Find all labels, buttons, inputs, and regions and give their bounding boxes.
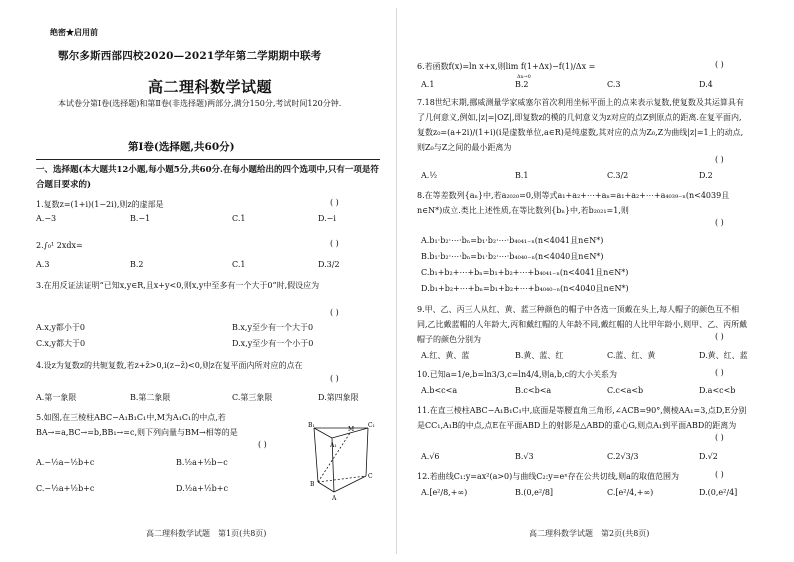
q3-option-b: B.x,y至少有一个大于0 [232, 323, 314, 332]
q12-option-b: B.(0,e²/8] [515, 488, 554, 497]
q5-option-d: D.½a+½b+c [176, 484, 228, 493]
question-2-answer-blank: ( ) [330, 239, 339, 248]
question-10-stem: 10.已知a=1/e,b=ln3/3,c=ln4/4,则a,b,c的大小关系为 [417, 370, 617, 379]
q9-option-c: C.蓝、红、黄 [607, 351, 656, 360]
q7-option-b: B.1 [515, 171, 529, 180]
figure-label-b1: B₁ [308, 422, 315, 429]
q9-option-d: D.黄、红、蓝 [699, 351, 748, 360]
q12-option-c: C.[e²/4,+∞) [607, 488, 654, 497]
q4-option-b: B.第二象限 [130, 393, 171, 402]
question-10-answer-blank: ( ) [715, 368, 724, 377]
question-6-limit-subscript: Δx→0 [517, 74, 531, 80]
q3-option-d: D.x,y至少有一个小于0 [232, 339, 314, 348]
prism-figure [306, 420, 376, 500]
exam-title: 高二理科数学试题 [148, 78, 273, 96]
q5-option-c: C.−½a+½b+c [36, 484, 95, 493]
q6-option-d: D.4 [699, 80, 713, 89]
q10-option-c: C.c<a<b [607, 386, 644, 395]
q9-option-a: A.红、黄、蓝 [421, 351, 470, 360]
question-8-stem: 8.在等差数列{aₙ}中,若a₂₀₂₀=0,则等式a₁+a₂+⋯+aₙ=a₁+a₂+⋯+a₄₀₃₉₋ₙ(n<4039且n∈N*)成立.类比上述性质,在等比数列{bₙ}中,若b₂₀₂₁=1,则 [417, 191, 730, 215]
question-3-answer-blank: ( ) [330, 308, 339, 317]
question-1-stem: 1.复数z=(1+i)(1−2i),则z的虚部是 [36, 200, 164, 209]
question-9-stem: 9.甲、乙、丙三人从红、黄、蓝三种颜色的帽子中各选一顶戴在头上,每人帽子的颜色互不相同,乙比戴蓝帽的人年龄大,丙和戴红帽的人年龄不同,戴红帽的人比甲年龄小,则甲、乙、丙所戴帽子的颜色分别为 [417, 305, 748, 344]
part-one-title: 第Ⅰ卷(选择题,共60分) [128, 141, 235, 153]
q1-option-c: C.1 [232, 214, 246, 223]
q5-option-a: A.−½a−½b+c [36, 458, 95, 467]
question-9-answer-blank: ( ) [715, 332, 724, 341]
question-12-stem: 12.若曲线C₁:y=ax²(a>0)与曲线C₂:y=eˣ存在公共切线,则a的取值范围为 [417, 472, 679, 481]
q2-option-d: D.3/2 [318, 260, 340, 269]
school-header: 鄂尔多斯西部四校2020—2021学年第二学期期中联考 [58, 50, 322, 62]
question-2-stem: 2.∫₀¹ 2xdx= [36, 241, 83, 250]
question-4-stem: 4.设z为复数z的共轭复数,若z+z̄>0,i(z−z̄)<0,则z在复平面内所对应的点在 [36, 361, 303, 370]
figure-label-c: C [368, 473, 373, 480]
q7-option-d: D.2 [699, 171, 713, 180]
q2-option-b: B.2 [130, 260, 144, 269]
q3-option-c: C.x,y都大于0 [36, 339, 86, 348]
q8-option-d: D.b₁+b₂+⋯+bₙ=b₁+b₂+⋯+b₄₀₄₀₋ₙ(n<4040且n∈N*) [421, 284, 629, 293]
q10-option-d: D.a<c<b [699, 386, 736, 395]
part-divider-line [36, 159, 380, 160]
page-1-footer: 高二理科数学试题 第1页(共8页) [146, 529, 267, 538]
question-1-answer-blank: ( ) [330, 198, 339, 207]
q1-option-d: D.−i [318, 214, 336, 223]
question-5-answer-blank: ( ) [258, 440, 267, 449]
q1-option-a: A.−3 [36, 214, 57, 223]
q12-option-d: D.(0,e²/4] [699, 488, 738, 497]
q11-option-a: A.√6 [421, 452, 440, 461]
q6-option-a: A.1 [421, 80, 435, 89]
question-4-answer-blank: ( ) [330, 374, 339, 383]
q7-option-a: A.½ [421, 171, 438, 180]
q8-option-b: B.b₁·b₂·⋯·bₙ=b₁·b₂·⋯·b₄₀₄₀₋ₙ(n<4040且n∈N*) [421, 252, 604, 261]
question-7-stem: 7.18世纪末期,挪威测量学家威塞尔首次利用坐标平面上的点来表示复数,使复数及其运算具有了几何意义,例如,|z|=|OZ|,即复数z的模的几何意义为z对应的点Z到原点的距离.在复平面内,复数z₀=(a+2i)/(1+i)(i是虚数单位,a∈R)是纯虚数,其对应的点为Z₀,Z为曲线|z|=1上的动点,则Z₀与Z之间的最小距离为 [417, 98, 744, 152]
q4-option-c: C.第三象限 [232, 393, 273, 402]
q10-option-b: B.c<b<a [515, 386, 552, 395]
question-11-answer-blank: ( ) [715, 433, 724, 442]
q2-option-c: C.1 [232, 260, 246, 269]
q1-option-b: B.−1 [130, 214, 151, 223]
q2-option-a: A.3 [36, 260, 50, 269]
q7-option-c: C.3/2 [607, 171, 629, 180]
question-5-stem: 5.如图,在三棱柱ABC−A₁B₁C₁中,M为A₁C₁的中点,若BA→=a,BC→=b,BB₁→=c,则下列向量与BM→相等的是 [36, 413, 238, 437]
question-12-answer-blank: ( ) [715, 470, 724, 479]
q4-option-d: D.第四象限 [318, 393, 359, 402]
figure-label-a: A [332, 495, 337, 500]
figure-label-a1: A₁ [330, 442, 337, 449]
question-3-stem: 3.在用反证法证明“已知x,y∈R,且x+y<0,则x,y中至多有一个大于0”时,假设应为 [36, 281, 320, 290]
q6-option-c: C.3 [607, 80, 621, 89]
exam-instructions: 本试卷分第Ⅰ卷(选择题)和第Ⅱ卷(非选择题)两部分,满分150分,考试时间120分钟. [58, 99, 342, 108]
q8-option-c: C.b₁+b₂+⋯+bₙ=b₁+b₂+⋯+b₄₀₄₁₋ₙ(n<4041且n∈N*) [421, 268, 629, 277]
exam-page-2 [397, 0, 794, 562]
q10-option-a: A.b<c<a [421, 386, 458, 395]
page-2-footer: 高二理科数学试题 第2页(共8页) [529, 529, 650, 538]
q8-option-a: A.b₁·b₂·⋯·bₙ=b₁·b₂·⋯·b₄₀₄₁₋ₙ(n<4041且n∈N*) [421, 236, 604, 245]
q11-option-b: B.√3 [515, 452, 534, 461]
question-6-stem: 6.若函数f(x)=ln x+x,则lim f(1+Δx)−f(1)/Δx = [417, 62, 596, 71]
question-11-stem: 11.在直三棱柱ABC−A₁B₁C₁中,底面是等腰直角三角形,∠ACB=90°,侧棱AA₁=3,点D,E分别是CC₁,A₁B的中点,点E在平面ABD上的射影是△ABD的重心G,则点A₁到平面ABD的距离为 [417, 406, 747, 430]
q11-option-c: C.2√3/3 [607, 452, 639, 461]
q12-option-a: A.[e²/8,+∞) [421, 488, 468, 497]
question-6-answer-blank: ( ) [715, 60, 724, 69]
q9-option-b: B.黄、蓝、红 [515, 351, 564, 360]
question-8-answer-blank: ( ) [715, 218, 724, 227]
figure-label-m: M [348, 426, 355, 433]
figure-label-b: B [310, 481, 315, 488]
q3-option-a: A.x,y都小于0 [36, 323, 85, 332]
section-instructions: 一、选择题(本大题共12小题,每小题5分,共60分.在每小题给出的四个选项中,只有一项是符合题目要求的) [36, 165, 379, 190]
q5-option-b: B.½a+½b−c [176, 458, 228, 467]
q6-option-b: B.2 [515, 80, 529, 89]
q11-option-d: D.√2 [699, 452, 718, 461]
figure-label-c1: C₁ [368, 422, 375, 429]
q4-option-a: A.第一象限 [36, 393, 77, 402]
confidential-mark: 绝密★启用前 [50, 27, 98, 37]
question-7-answer-blank: ( ) [715, 155, 724, 164]
